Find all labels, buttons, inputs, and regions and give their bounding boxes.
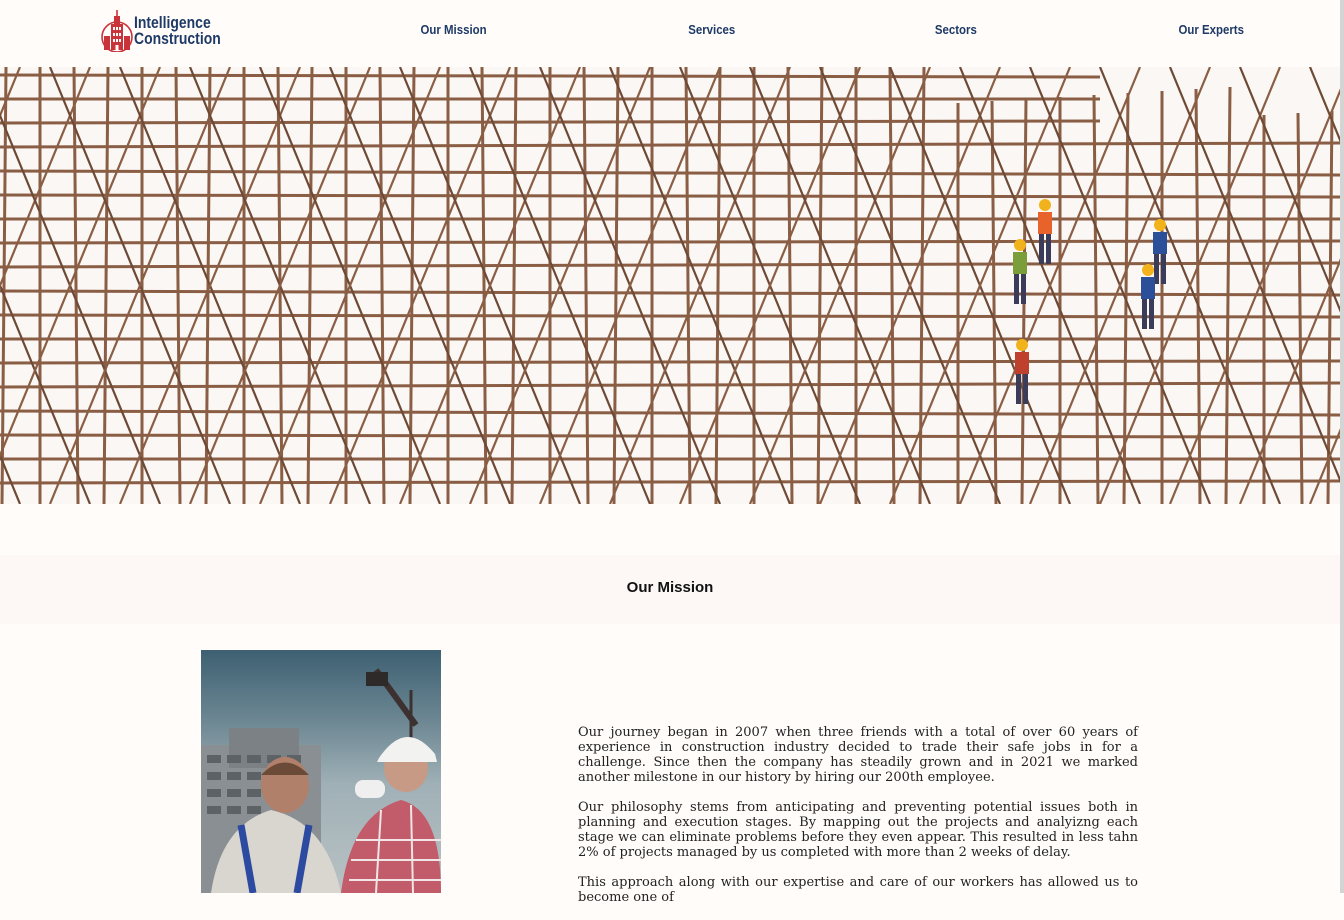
mission-body (578, 725, 1138, 920)
mission-paragraph-1: Our journey began in 2007 when three friends with a total of over 60 years of experience in construction industry decided to trade their safe jobs in for a challenge. Since then the company has steadily grown and in 2021 we marked another milestone in our history by hiring our 200th employee. (578, 725, 1138, 785)
mission-heading: Our Mission (626, 579, 714, 596)
nav-our-experts[interactable]: Our Experts (1178, 22, 1244, 37)
workers-illustration (201, 650, 441, 893)
tower-building-icon (100, 10, 134, 52)
mission-section-header (0, 555, 1340, 624)
nav-sectors[interactable]: Sectors (934, 22, 977, 37)
brand-logo[interactable] (100, 10, 230, 52)
mission-photo (201, 650, 441, 893)
brand-name-line1: Intelligence (134, 13, 211, 32)
brand-name-line2: Construction (134, 29, 221, 48)
brand-name (134, 15, 221, 47)
nav-services[interactable]: Services (688, 22, 736, 37)
site-header (0, 0, 1344, 62)
scaffolding-illustration (0, 67, 1340, 504)
mission-paragraph-2: Our philosophy stems from anticipating and preventing potential issues both in planning and execution stages. By mapping out the projects and analyizng each stage we can eliminate problems before they even appear. This resulted in less tahn 2% of projects managed by us completed with more than 2 weeks of delay. (578, 800, 1138, 860)
scrollbar[interactable] (1340, 0, 1344, 893)
mission-paragraph-3: This approach along with our expertise and care of our workers has allowed us to become one of (578, 875, 1138, 905)
nav-our-mission[interactable]: Our Mission (420, 22, 487, 37)
hero-image (0, 67, 1340, 504)
